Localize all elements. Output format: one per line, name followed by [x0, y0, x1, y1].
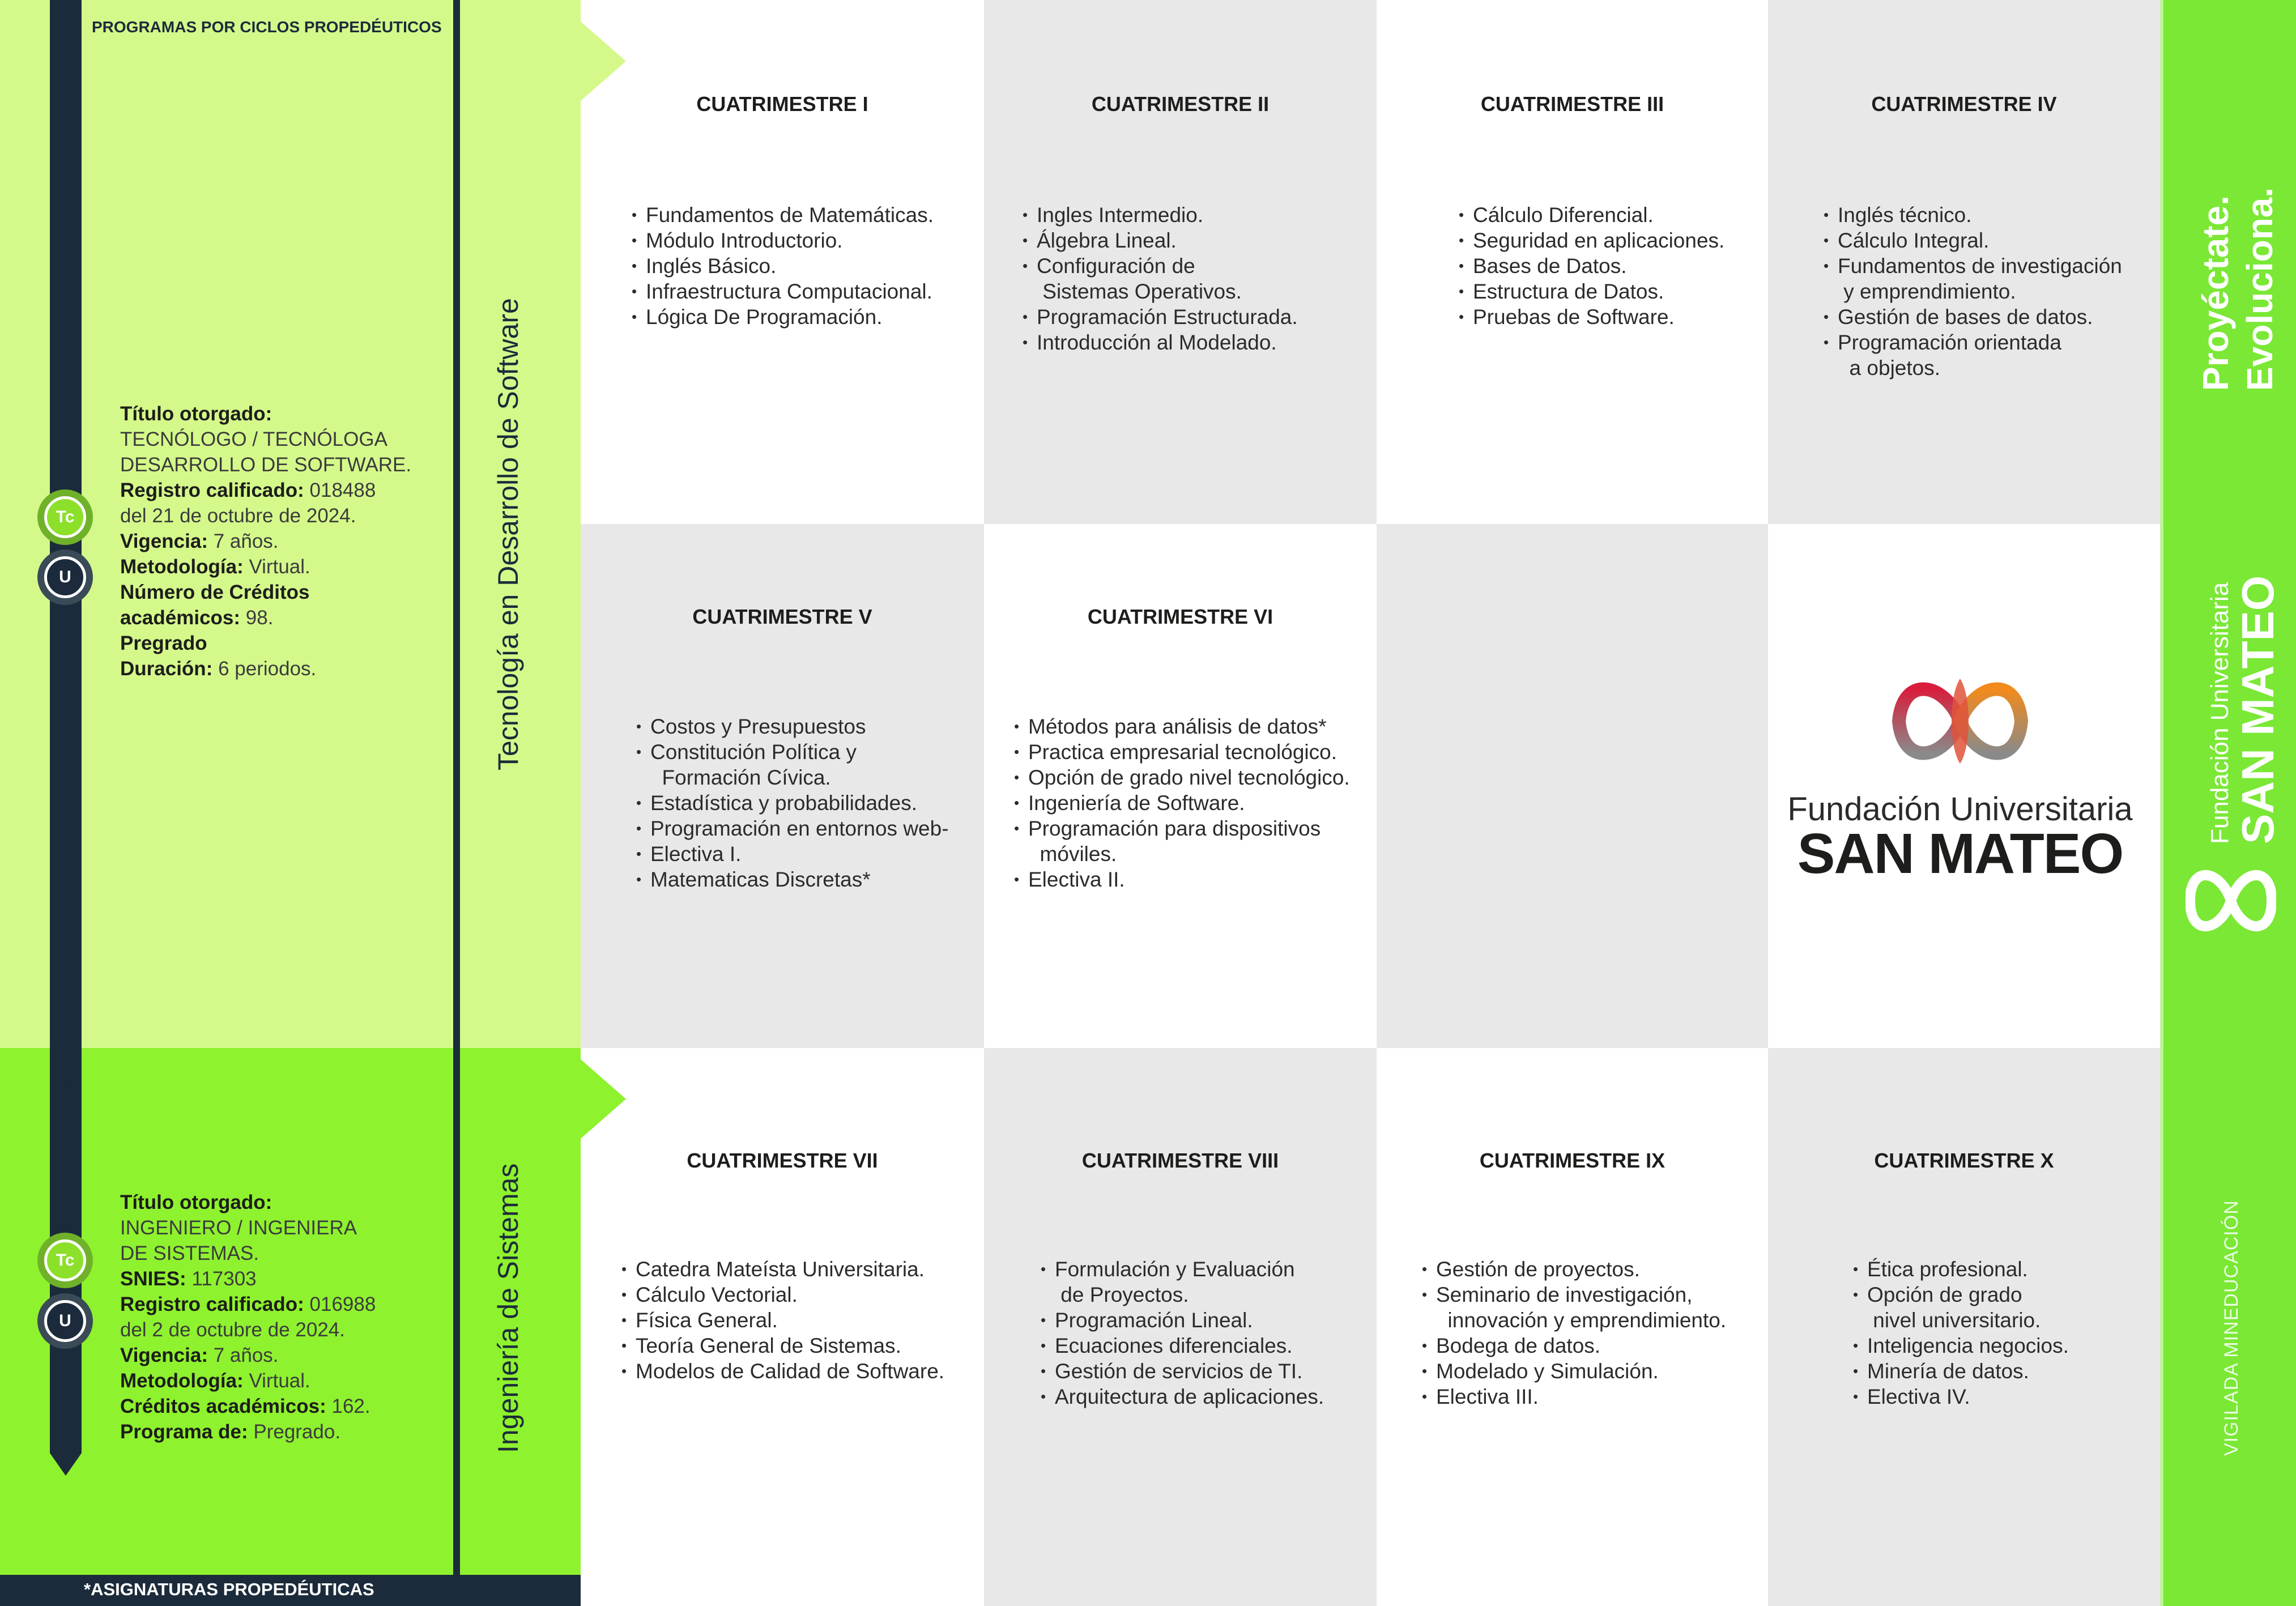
semester-title: CUATRIMESTRE II: [1091, 92, 1270, 116]
info-line: [120, 452, 449, 478]
course-item: • Electiva IV.: [1853, 1384, 2069, 1409]
info-label: Registro calificado:: [120, 479, 304, 501]
course-list: [636, 714, 949, 892]
logo-subtitle: Fundación Universitaria: [1787, 791, 2133, 828]
course-item: • Minería de datos.: [1853, 1358, 2069, 1384]
course-item: • Matematicas Discretas*: [636, 867, 949, 892]
u-badge: U: [37, 549, 93, 605]
program-info-tecnologia: [120, 401, 449, 681]
info-line: [120, 1292, 449, 1317]
info-line: [120, 1419, 449, 1445]
course-list: [1023, 202, 1298, 355]
course-item: • Gestión de servicios de TI.: [1041, 1358, 1324, 1384]
info-line: [120, 580, 449, 605]
info-line: [120, 529, 449, 554]
course-item: • Álgebra Lineal.: [1023, 228, 1298, 253]
semester-cell: [1768, 0, 2160, 524]
course-item: • Costos y Presupuestos: [636, 714, 949, 739]
course-item: • Métodos para análisis de datos*: [1014, 714, 1350, 739]
semester-title: CUATRIMESTRE VI: [1087, 605, 1273, 628]
course-item: • Formulación y Evaluación de Proyectos.: [1041, 1256, 1324, 1307]
empty-cell: [1377, 524, 1768, 1048]
course-item: • Electiva II.: [1014, 867, 1350, 892]
course-item: • Programación Estructurada.: [1023, 304, 1298, 330]
course-item: • Electiva III.: [1422, 1384, 1726, 1409]
info-line: [120, 478, 449, 503]
course-item: • Catedra Mateísta Universitaria.: [621, 1256, 944, 1282]
info-value: INGENIERO / INGENIERA: [120, 1217, 357, 1239]
course-item: • Estadística y probabilidades.: [636, 790, 949, 816]
info-label: Pregrado: [120, 632, 207, 654]
vigilada-label: VIGILADA MINEDUCACIÓN: [2221, 1200, 2242, 1456]
arrow-notch: [581, 22, 626, 101]
course-item: • Opción de grado nivel tecnológico.: [1014, 765, 1350, 790]
course-item: • Electiva I.: [636, 841, 949, 867]
logo-name: SAN MATEO: [1797, 822, 2123, 885]
semester-cell: [984, 1048, 1377, 1606]
info-value: Virtual.: [243, 556, 310, 578]
info-line: [120, 656, 449, 681]
course-item: • Modelado y Simulación.: [1422, 1358, 1726, 1384]
semester-cell: [581, 524, 984, 1048]
info-line: [120, 1266, 449, 1292]
info-line: [120, 1190, 449, 1215]
info-label: Metodología:: [120, 1370, 244, 1392]
semester-cell: [984, 524, 1377, 1048]
info-line: [120, 631, 449, 656]
course-item: • Inglés Básico.: [632, 253, 934, 279]
course-item: • Seguridad en aplicaciones.: [1459, 228, 1724, 253]
info-value: 6 periodos.: [212, 658, 317, 680]
info-line: [120, 1215, 449, 1241]
course-item: • Practica empresarial tecnológico.: [1014, 739, 1350, 765]
course-item: • Seminario de investigación, innovación y emprendimiento.: [1422, 1282, 1726, 1333]
course-list: [1853, 1256, 2069, 1409]
course-item: • Teoría General de Sistemas.: [621, 1333, 944, 1358]
course-list: [1041, 1256, 1324, 1409]
course-item: • Programación Lineal.: [1041, 1307, 1324, 1333]
info-line: [120, 1368, 449, 1394]
course-item: • Bases de Datos.: [1459, 253, 1724, 279]
course-item: • Lógica De Programación.: [632, 304, 934, 330]
brand-strip-divider: [2160, 0, 2163, 1606]
course-item: • Opción de grado nivel universitario.: [1853, 1282, 2069, 1333]
semester-cell: [1377, 1048, 1768, 1606]
course-item: • Introducción al Modelado.: [1023, 330, 1298, 355]
info-label: Número de Créditos: [120, 581, 310, 603]
semester-cell: [1377, 0, 1768, 524]
course-item: • Ética profesional.: [1853, 1256, 2069, 1282]
info-value: DE SISTEMAS.: [120, 1242, 259, 1264]
course-item: • Infraestructura Computacional.: [632, 279, 934, 304]
course-item: • Pruebas de Software.: [1459, 304, 1724, 330]
info-value: del 21 de octubre de 2024.: [120, 505, 356, 527]
course-list: [632, 202, 934, 330]
info-label: académicos:: [120, 607, 241, 629]
u-badge: U: [37, 1293, 93, 1349]
course-item: • Gestión de bases de datos.: [1824, 304, 2122, 330]
course-item: • Estructura de Datos.: [1459, 279, 1724, 304]
timeline-arrow-end: [50, 1453, 82, 1476]
info-value: 162.: [326, 1395, 370, 1417]
course-item: • Fundamentos de Matemáticas.: [632, 202, 934, 228]
course-item: • Física General.: [621, 1307, 944, 1333]
course-item: • Programación para dispositivos móviles.: [1014, 816, 1350, 867]
logo-cell: [1768, 524, 2160, 1048]
san-mateo-logo-white-icon: [2186, 853, 2276, 949]
course-item: • Arquitectura de aplicaciones.: [1041, 1384, 1324, 1409]
semester-title: CUATRIMESTRE VIII: [1081, 1149, 1279, 1172]
info-line: [120, 503, 449, 529]
info-line: [120, 554, 449, 580]
tc-badge: Tc: [37, 1233, 93, 1288]
info-value: DESARROLLO DE SOFTWARE.: [120, 454, 412, 476]
slogan: Proyéctate. Evoluciona.: [2195, 187, 2280, 391]
info-value: 7 años.: [207, 1344, 279, 1366]
info-label: Programa de:: [120, 1421, 248, 1443]
info-value: del 2 de octubre de 2024.: [120, 1319, 345, 1341]
info-value: 016988: [304, 1293, 376, 1315]
info-label: Título otorgado:: [120, 403, 272, 425]
vertical-divider: [453, 0, 460, 1575]
course-item: • Ingles Intermedio.: [1023, 202, 1298, 228]
brand-vertical: Fundación Universitaria SAN MATEO: [2206, 575, 2283, 844]
course-item: • Programación orientada a objetos.: [1824, 330, 2122, 381]
info-value: 7 años.: [207, 530, 279, 552]
info-line: [120, 401, 449, 427]
info-line: [120, 1317, 449, 1343]
semester-cell: [581, 0, 984, 524]
info-value: 018488: [304, 479, 376, 501]
course-item: • Modelos de Calidad de Software.: [621, 1358, 944, 1384]
course-item: • Fundamentos de investigación y emprendimiento.: [1824, 253, 2122, 304]
course-item: • Cálculo Diferencial.: [1459, 202, 1724, 228]
program-heading: PROGRAMAS POR CICLOS PROPEDÉUTICOS: [92, 18, 442, 36]
course-item: • Inglés técnico.: [1824, 202, 2122, 228]
course-item: • Configuración de Sistemas Operativos.: [1023, 253, 1298, 304]
course-item: • Módulo Introductorio.: [632, 228, 934, 253]
info-line: [120, 1394, 449, 1419]
info-value: 117303: [186, 1268, 257, 1290]
program-info-ingenieria: [120, 1190, 449, 1445]
course-item: • Bodega de datos.: [1422, 1333, 1726, 1358]
info-label: Duración:: [120, 658, 213, 680]
info-value: 98.: [240, 607, 274, 629]
course-list: [1824, 202, 2122, 381]
course-item: • Ingeniería de Software.: [1014, 790, 1350, 816]
semester-cell: [1768, 1048, 2160, 1606]
semester-cell: [581, 1048, 984, 1606]
info-label: Vigencia:: [120, 1344, 208, 1366]
course-list: [1014, 714, 1350, 892]
semester-title: CUATRIMESTRE IV: [1871, 92, 2057, 116]
course-item: • Programación en entornos web-: [636, 816, 949, 841]
info-line: [120, 605, 449, 631]
semester-title: CUATRIMESTRE VII: [687, 1149, 878, 1172]
semester-title: CUATRIMESTRE V: [692, 605, 872, 628]
footer-note: *ASIGNATURAS PROPEDÉUTICAS: [0, 1575, 581, 1606]
timeline-arrow: [50, 1065, 82, 1088]
info-line: [120, 427, 449, 452]
course-item: • Ecuaciones diferenciales.: [1041, 1333, 1324, 1358]
course-list: [1422, 1256, 1726, 1409]
course-list: [1459, 202, 1724, 330]
info-line: [120, 1241, 449, 1266]
semester-title: CUATRIMESTRE III: [1480, 92, 1664, 116]
info-value: TECNÓLOGO / TECNÓLOGA: [120, 428, 387, 450]
semester-title: CUATRIMESTRE IX: [1479, 1149, 1665, 1172]
tc-badge: Tc: [37, 489, 93, 545]
san-mateo-logo-icon: [1892, 662, 2028, 781]
course-item: • Cálculo Vectorial.: [621, 1282, 944, 1307]
semester-title: CUATRIMESTRE I: [696, 92, 868, 116]
course-item: • Inteligencia negocios.: [1853, 1333, 2069, 1358]
info-label: Vigencia:: [120, 530, 208, 552]
program-title-tecnologia: Tecnología en Desarrollo de Software: [492, 298, 524, 770]
course-item: • Constitución Política y Formación Cívica.: [636, 739, 949, 790]
semester-cell: [984, 0, 1377, 524]
info-value: Virtual.: [243, 1370, 310, 1392]
info-label: Metodología:: [120, 556, 244, 578]
info-label: Créditos académicos:: [120, 1395, 326, 1417]
course-item: • Cálculo Integral.: [1824, 228, 2122, 253]
semester-title: CUATRIMESTRE X: [1874, 1149, 2054, 1172]
program-title-ingenieria: Ingeniería de Sistemas: [492, 1163, 524, 1453]
info-label: Registro calificado:: [120, 1293, 304, 1315]
info-line: [120, 1343, 449, 1368]
info-label: Título otorgado:: [120, 1191, 272, 1213]
info-label: SNIES:: [120, 1268, 186, 1290]
info-value: Pregrado.: [248, 1421, 341, 1443]
arrow-notch: [581, 1059, 626, 1139]
course-list: [621, 1256, 944, 1384]
course-item: • Gestión de proyectos.: [1422, 1256, 1726, 1282]
